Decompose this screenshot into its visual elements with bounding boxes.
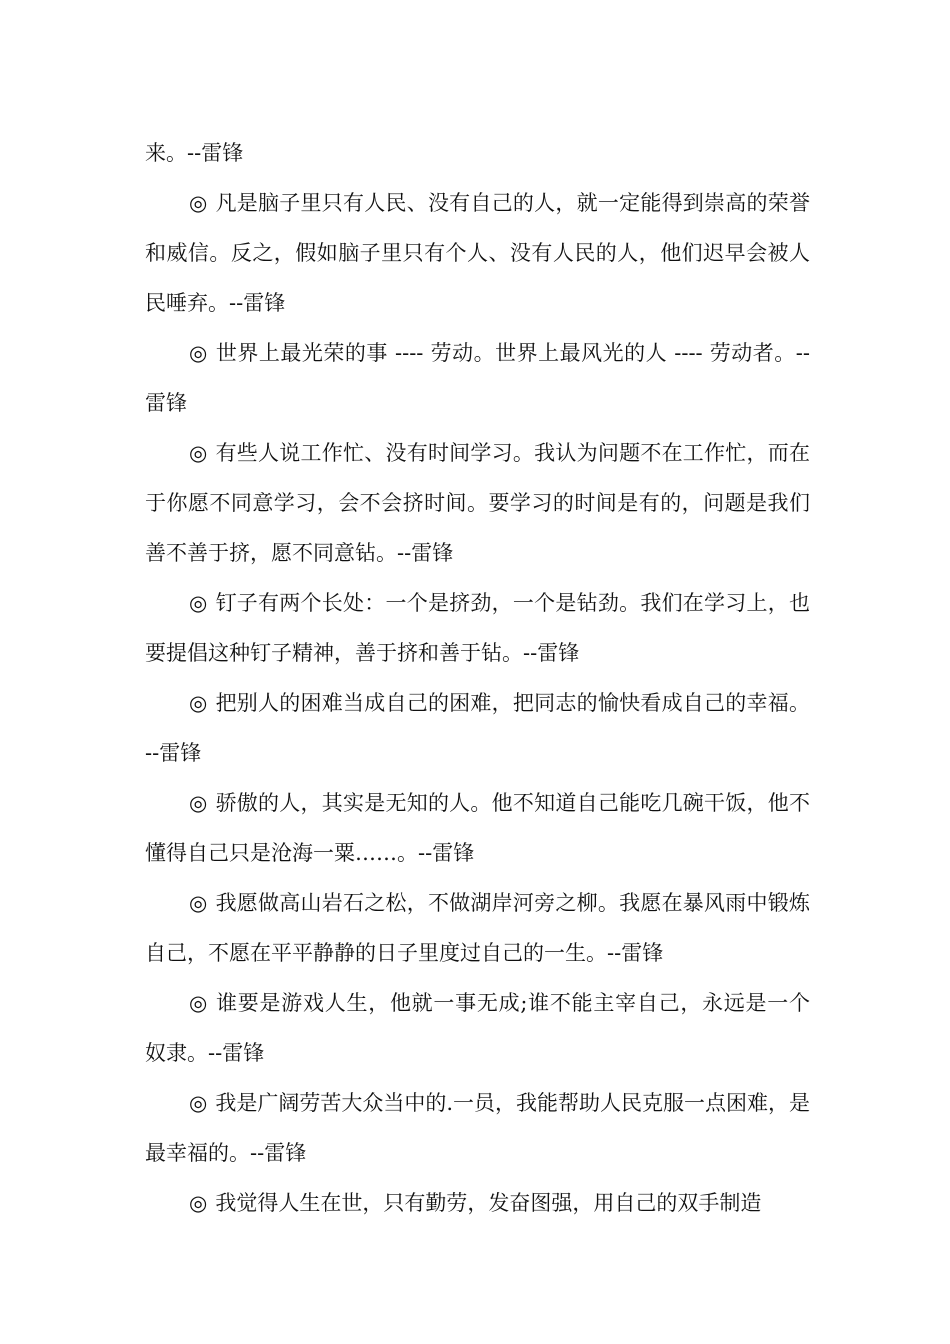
paragraph-text: 我愿做高山岩石之松，不做湖岸河旁之柳。我愿在暴风雨中锻炼自己，不愿在平平静静的日子里度过自己的一生。--雷锋 [145, 891, 810, 965]
bullet-icon: ◎ [189, 691, 208, 715]
quote-paragraph [145, 978, 810, 1078]
quote-paragraph [145, 1078, 810, 1178]
quote-paragraph [145, 1178, 810, 1228]
quote-paragraph [145, 578, 810, 678]
bullet-icon: ◎ [189, 791, 208, 815]
bullet-icon: ◎ [189, 341, 208, 365]
quote-paragraph [145, 878, 810, 978]
paragraph-text: 凡是脑子里只有人民、没有自己的人，就一定能得到崇高的荣誉和威信。反之，假如脑子里只有个人、没有人民的人，他们迟早会被人民唾弃。--雷锋 [145, 191, 810, 315]
paragraph-text: 我是广阔劳苦大众当中的.一员，我能帮助人民克服一点困难，是最幸福的。--雷锋 [145, 1091, 811, 1165]
paragraph-continuation [145, 128, 810, 178]
bullet-icon: ◎ [189, 991, 209, 1015]
bullet-icon: ◎ [189, 1191, 208, 1215]
paragraph-text: 把别人的困难当成自己的困难，把同志的愉快看成自己的幸福。--雷锋 [145, 691, 810, 765]
bullet-icon: ◎ [189, 591, 208, 615]
bullet-icon: ◎ [189, 1091, 208, 1115]
quote-text-block [145, 128, 810, 1228]
quote-paragraph [145, 778, 810, 878]
quote-paragraph [145, 428, 810, 578]
paragraph-text: 来。--雷锋 [145, 141, 244, 165]
quote-paragraph [145, 678, 810, 778]
quote-paragraph [145, 328, 810, 428]
paragraph-text: 钉子有两个长处：一个是挤劲，一个是钻劲。我们在学习上，也要提倡这种钉子精神，善于挤和善于钻。--雷锋 [145, 591, 810, 665]
paragraph-text: 骄傲的人，其实是无知的人。他不知道自己能吃几碗干饭，他不懂得自己只是沧海一粟……。--雷锋 [145, 791, 810, 865]
paragraph-text: 有些人说工作忙、没有时间学习。我认为问题不在工作忙，而在于你愿不同意学习，会不会挤时间。要学习的时间是有的，问题是我们善不善于挤，愿不同意钻。--雷锋 [145, 441, 810, 565]
bullet-icon: ◎ [189, 191, 208, 215]
paragraph-text: 谁要是游戏人生，他就一事无成;谁不能主宰自己，永远是一个奴隶。--雷锋 [145, 991, 810, 1065]
paragraph-text: 世界上最光荣的事 ---- 劳动。世界上最风光的人 ---- 劳动者。--雷锋 [145, 341, 810, 415]
quote-paragraph [145, 178, 810, 328]
bullet-icon: ◎ [189, 891, 208, 915]
bullet-icon: ◎ [189, 441, 208, 465]
paragraph-text: 我觉得人生在世，只有勤劳，发奋图强，用自己的双手制造 [215, 1191, 762, 1215]
